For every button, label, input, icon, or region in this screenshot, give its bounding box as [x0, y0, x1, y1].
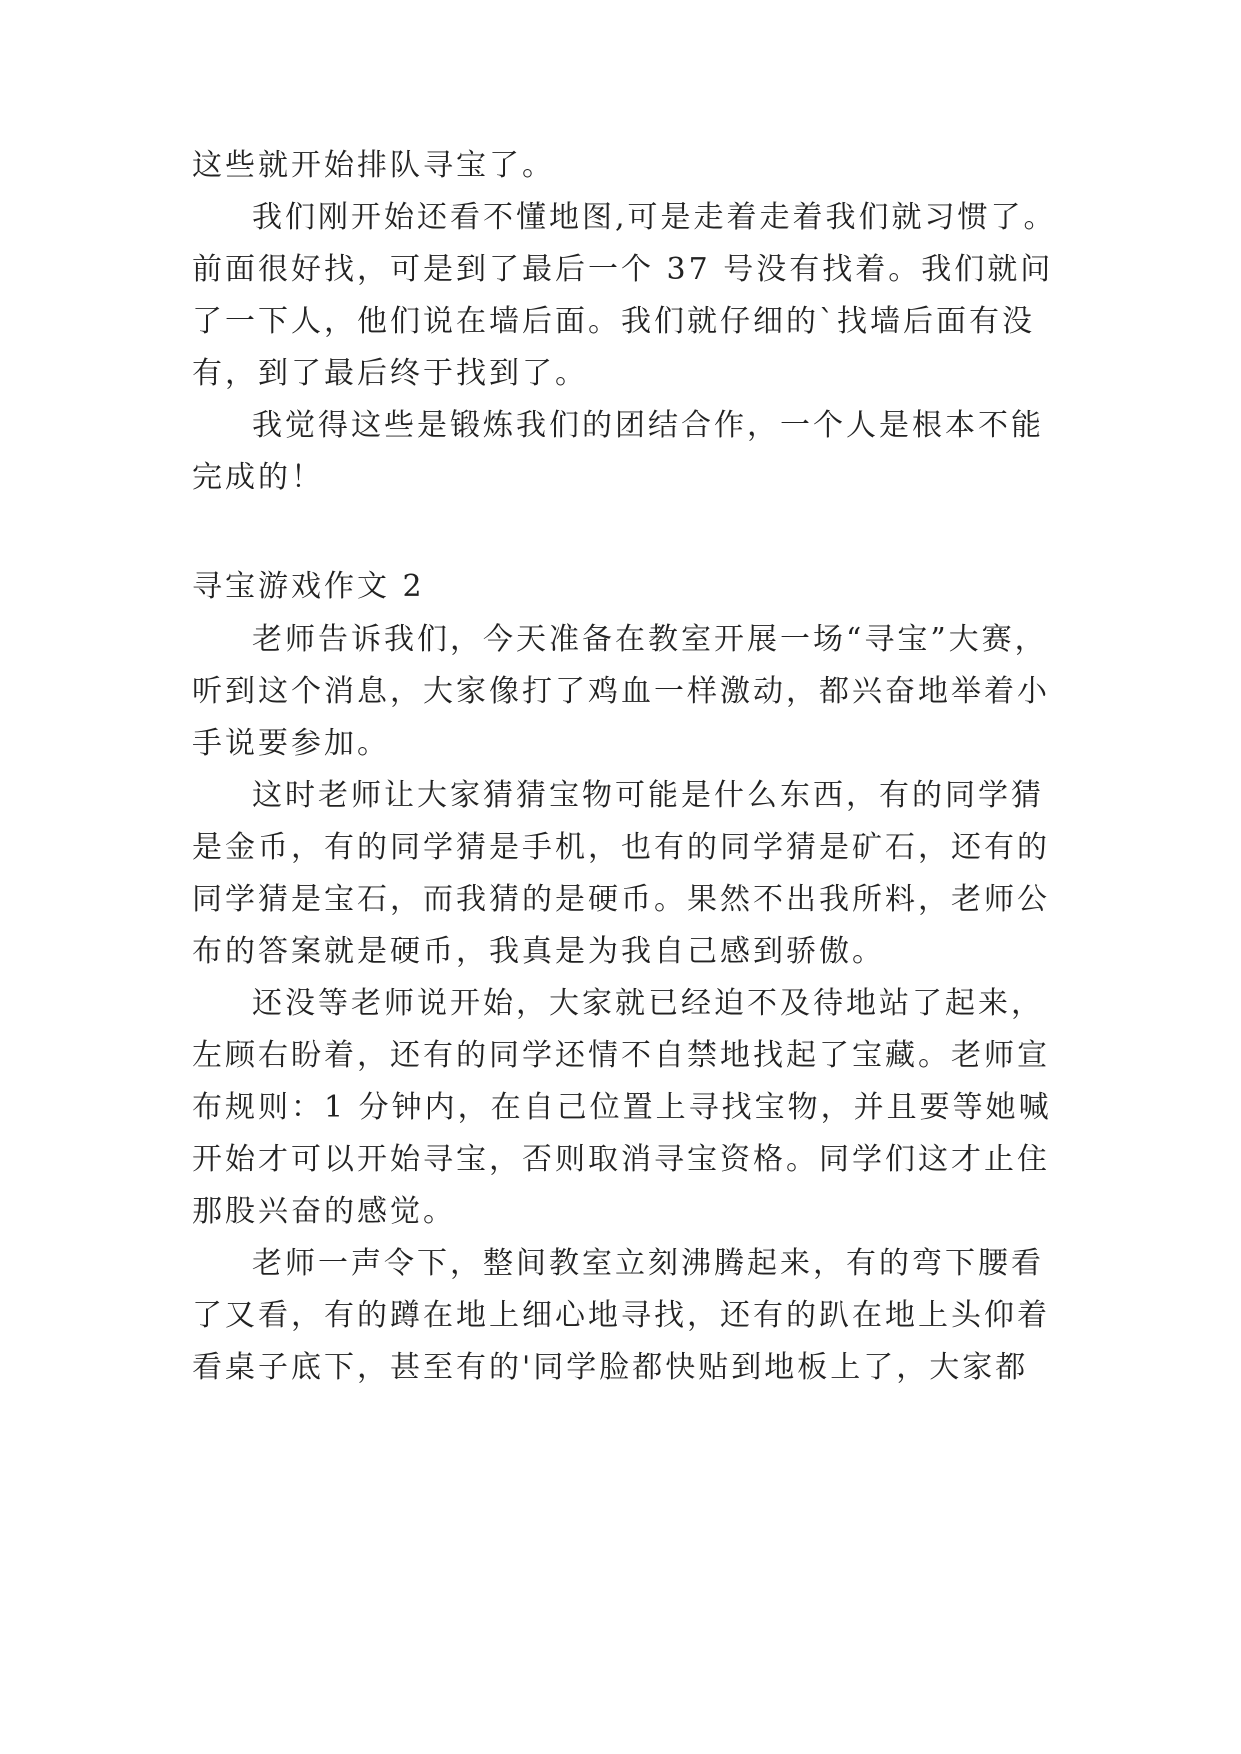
text-line: 了一下人，他们说在墙后面。我们就仔细的`找墙后面有没 [192, 304, 1035, 339]
section-title: 寻宝游戏作文 2 [192, 569, 425, 604]
text-line: 同学猜是宝石，而我猜的是硬币。果然不出我所料，老师公 [192, 882, 1050, 917]
text-line: 布规则：1 分钟内，在自己位置上寻找宝物，并且要等她喊 [192, 1090, 1052, 1125]
text-line: 老师一声令下，整间教室立刻沸腾起来，有的弯下腰看 [252, 1246, 1044, 1281]
text-line: 前面很好找，可是到了最后一个 37 号没有找着。我们就问 [192, 252, 1054, 287]
text-line: 布的答案就是硬币，我真是为我自己感到骄傲。 [192, 934, 885, 969]
text-line: 开始才可以开始寻宝，否则取消寻宝资格。同学们这才止住 [192, 1142, 1050, 1177]
text-line: 有，到了最后终于找到了。 [192, 356, 588, 391]
text-line: 那股兴奋的感觉。 [192, 1194, 456, 1229]
text-line: 听到这个消息，大家像打了鸡血一样激动，都兴奋地举着小 [192, 674, 1050, 709]
text-line: 手说要参加。 [192, 726, 390, 761]
text-line: 左顾右盼着，还有的同学还情不自禁地找起了宝藏。老师宣 [192, 1038, 1050, 1073]
text-line: 我觉得这些是锻炼我们的团结合作，一个人是根本不能 [252, 408, 1044, 443]
text-line: 是金币，有的同学猜是手机，也有的同学猜是矿石，还有的 [192, 830, 1050, 865]
text-line: 我们刚开始还看不懂地图,可是走着走着我们就习惯了。 [252, 200, 1057, 235]
text-line: 这时老师让大家猜猜宝物可能是什么东西，有的同学猜 [252, 778, 1044, 813]
text-line: 老师告诉我们，今天准备在教室开展一场“寻宝”大赛， [252, 622, 1048, 657]
text-line: 看桌子底下，甚至有的'同学脸都快贴到地板上了，大家都 [192, 1350, 1029, 1385]
text-line: 这些就开始排队寻宝了。 [192, 148, 555, 183]
text-line: 完成的！ [192, 460, 324, 495]
text-line: 还没等老师说开始，大家就已经迫不及待地站了起来， [252, 986, 1044, 1021]
text-line: 了又看，有的蹲在地上细心地寻找，还有的趴在地上头仰着 [192, 1298, 1050, 1333]
